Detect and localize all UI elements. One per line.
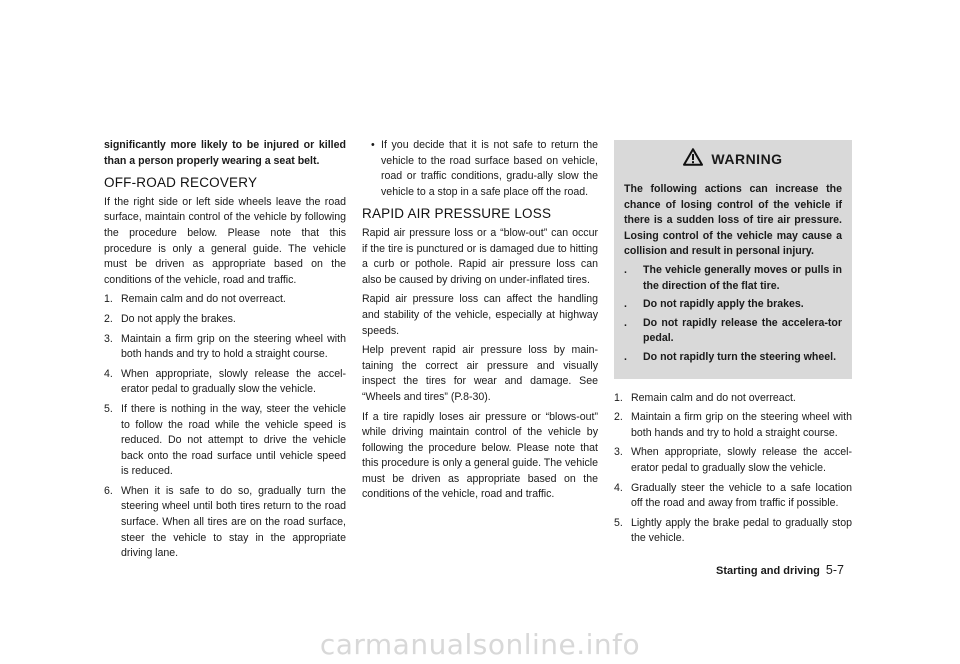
step-text: Remain calm and do not overreact. [121,293,286,306]
warning-box [614,140,852,379]
warning-item-text: Do not rapidly turn the steering wheel. [643,350,837,363]
page-number: 5-7 [825,563,844,577]
paragraph: If a tire rapidly loses air pressure or “blows-out” while driving maintain control of the vehicle by following the procedure below. Please note that this procedure is only a general guide. The vehicle must be driven as appropriate based on the conditions of the vehicle, road and traffic. [362,410,598,501]
warning-item-text: Do not rapidly release the accelera-tor pedal. [643,316,842,345]
warning-item-text: The vehicle generally moves or pulls in the direction of the flat tire. [643,263,842,292]
list-item [614,481,852,512]
step-text: Remain calm and do not overreact. [631,391,796,404]
list-item [614,516,852,547]
bullet-mark: . [624,350,627,363]
step-number: 6. [104,484,113,497]
bullet-text: If you decide that it is not safe to return the vehicle to the road surface based on vehicle, road or traffic conditions, gradu-ally slow the vehicle to a stop in a safe place off the road. [381,139,598,198]
watermark: carmanualsonline.info [319,628,641,661]
step-text: When appropriate, slowly release the accel-erator pedal to gradually slow the vehicle. [121,367,346,396]
bullet-mark: . [624,298,627,311]
warning-intro: The following actions can increase the chance of losing control of the vehicle if there is a sudden loss of tire air pressure. Losing control of the vehicle may cause a collision and result in personal injury. [624,183,842,258]
list-item [104,484,346,562]
step-text: Maintain a firm grip on the steering wheel with both hands and try to hold a straight course. [631,411,852,439]
warning-item [624,263,842,294]
list-item [362,138,598,200]
list-item [614,445,852,476]
step-number: 3. [614,446,623,459]
step-text: Do not apply the brakes. [121,312,236,325]
step-number: 2. [614,411,623,424]
bullet-mark: . [624,316,627,329]
step-number: 3. [104,332,113,345]
step-text: Lightly apply the brake pedal to gradually stop the vehicle. [631,516,852,545]
list-item [104,292,346,308]
step-text: Gradually steer the vehicle to a safe location off the road and away from traffic if possible. [631,481,852,510]
bullet-mark: • [371,139,375,151]
list-item [104,332,346,363]
warning-header [624,146,842,174]
right-column [614,138,852,551]
warning-item [624,316,842,347]
list-item [614,410,852,441]
step-number: 5. [614,516,623,529]
step-number: 4. [104,367,113,380]
step-number: 4. [614,481,623,494]
step-text: When it is safe to do so, gradually turn the steering wheel until both tires return to the road surface. When all tires are on the road surface, steer the vehicle to stay in the appropriate driving lane. [121,484,346,560]
step-text: When appropriate, slowly release the accel-erator pedal to gradually slow the vehicle. [631,446,852,474]
paragraph: Rapid air pressure loss can affect the handling and stability of the vehicle, especially at highway speeds. [362,293,598,337]
paragraph: Help prevent rapid air pressure loss by main-taining the correct air pressure and visually inspect the tires for wear and damage. See “Wheels and tires” (P.8-30). [362,344,598,403]
step-number: 5. [104,402,113,415]
middle-column [362,138,598,507]
warning-item [624,297,842,313]
step-number: 1. [104,293,113,306]
paragraph: If the right side or left side wheels leave the road surface, maintain control of the vehicle by following the procedure below. Please note that this procedure is only a general guide. The vehicle must be driven as appropriate based on the conditions of the vehicle, road and traffic. [104,195,346,286]
paragraph: Rapid air pressure loss or a “blow-out” can occur if the tire is punctured or is damaged due to hitting a curb or pothole. Rapid air pressure loss can also be caused by driving on under-inflated tires. [362,226,598,286]
warning-item-text: Do not rapidly apply the brakes. [643,298,804,311]
list-item [614,391,852,407]
section-heading-rapid-air-pressure-loss: RAPID AIR PRESSURE LOSS [362,206,552,222]
left-column [104,138,346,566]
step-text: Maintain a firm grip on the steering wheel with both hands and try to hold a straight course. [121,332,346,361]
bullet-mark: . [624,263,627,276]
intro-text: significantly more likely to be injured or killed than a person properly wearing a seat belt. [104,139,346,167]
warning-triangle-icon [683,148,703,172]
step-text: If there is nothing in the way, steer the vehicle to follow the road while the vehicle speed is reduced. Do not attempt to drive the vehicle back onto the road surface until vehicle speed is reduced. [121,402,346,478]
list-item [104,367,346,398]
list-item [104,402,346,480]
warning-item [624,350,842,366]
step-number: 2. [104,312,113,325]
step-number: 1. [614,391,623,404]
list-item [104,312,346,328]
section-heading-off-road-recovery: OFF-ROAD RECOVERY [104,175,258,191]
page-footer [716,563,844,577]
warning-title: WARNING [711,151,783,168]
footer-section-name: Starting and driving [716,565,820,577]
